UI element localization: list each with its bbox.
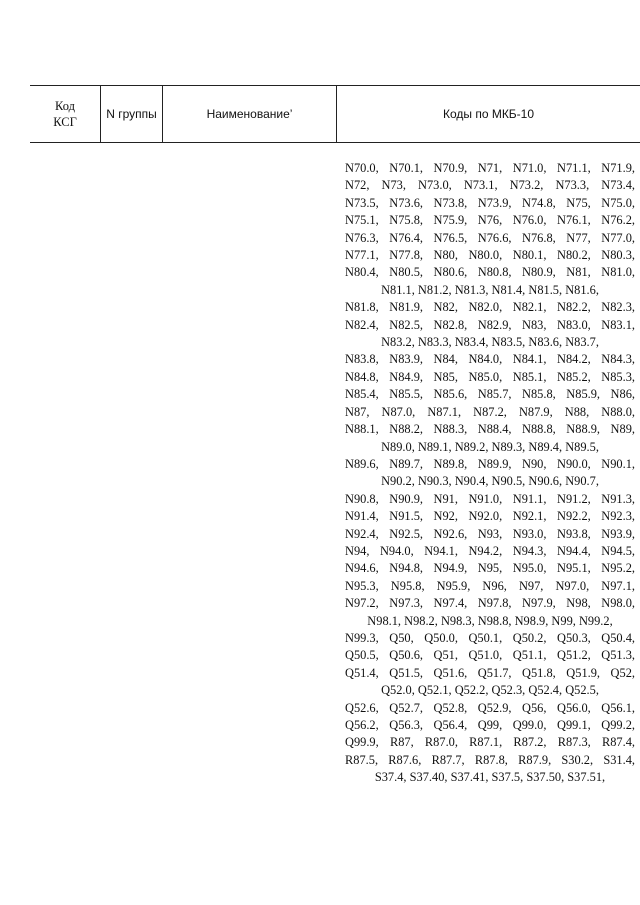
icd10-codes-line: Q56.2, Q56.3, Q56.4, Q99, Q99.0, Q99.1, Q99.2, (345, 718, 635, 732)
icd10-codes-line: R87.5, R87.6, R87.7, R87.8, R87.9, S30.2, S31.4, (345, 752, 635, 767)
header-cell-group-number: N группы (101, 86, 163, 142)
table-header (30, 85, 640, 143)
icd10-codes-line: N91.4, N91.5, N92, N92.0, N92.1, N92.2, N92.3, (345, 509, 635, 524)
icd10-codes-line: N92.4, N92.5, N92.6, N93, N93.0, N93.8, N93.9, (345, 526, 635, 541)
icd10-codes-line: S37.4, S37.40, S37.41, S37.5, S37.50, S37.51, (374, 770, 606, 785)
icd10-codes-line: N85.4, N85.5, N85.6, N85.7, N85.8, N85.9, N86, (345, 387, 635, 402)
icd10-codes-line: N88.1, N88.2, N88.3, N88.4, N88.8, N88.9, N89, (345, 422, 635, 437)
icd10-codes-line: N90.2, N90.3, N90.4, N90.5, N90.6, N90.7, (381, 474, 599, 489)
icd10-codes-line: N90.8, N90.9, N91, N91.0, N91.1, N91.2, N91.3, (345, 491, 635, 506)
icd10-codes-list (345, 160, 635, 787)
icd10-codes-line: N83.8, N83.9, N84, N84.0, N84.1, N84.2, N84.3, (345, 352, 635, 367)
icd10-codes-line: Q52.6, Q52.7, Q52.8, Q52.9, Q56, Q56.0, Q56.1, (345, 700, 635, 715)
icd10-codes-line: N83.2, N83.3, N83.4, N83.5, N83.6, N83.7, (381, 335, 599, 350)
header-cell-icd10-codes: Коды по МКБ-10 (442, 107, 535, 121)
header-ksg-code-line2: КСГ (53, 115, 77, 129)
icd10-codes-line: Q51.4, Q51.5, Q51.6, Q51.7, Q51.8, Q51.9, Q52, (345, 665, 635, 680)
icd10-codes-line: N81.1, N81.2, N81.3, N81.4, N81.5, N81.6, (381, 282, 599, 297)
header-cell-ksg-code (30, 86, 101, 142)
icd10-codes-line: N72, N73, N73.0, N73.1, N73.2, N73.3, N73.4, (345, 178, 635, 193)
icd10-codes-line: N95.3, N95.8, N95.9, N96, N97, N97.0, N97.1, (345, 578, 635, 593)
icd10-codes-line: N80.4, N80.5, N80.6, N80.8, N80.9, N81, N81.0, (345, 265, 635, 280)
header-cell-name: Наименование’ (163, 86, 337, 142)
icd10-codes-line: N98.1, N98.2, N98.3, N98.8, N98.9, N99, N99.2, (367, 613, 613, 628)
icd10-codes-line: N87, N87.0, N87.1, N87.2, N87.9, N88, N88.0, (345, 404, 635, 419)
icd10-codes-line: N77.1, N77.8, N80, N80.0, N80.1, N80.2, N80.3, (345, 248, 635, 263)
icd10-codes-line: N89.6, N89.7, N89.8, N89.9, N90, N90.0, N90.1, (345, 456, 635, 471)
icd10-codes-line: N82.4, N82.5, N82.8, N82.9, N83, N83.0, N83.1, (345, 317, 635, 332)
icd10-codes-line: N97.2, N97.3, N97.4, N97.8, N97.9, N98, N98.0, (345, 596, 635, 611)
icd10-codes-line: N73.5, N73.6, N73.8, N73.9, N74.8, N75, N75.0, (345, 195, 635, 210)
icd10-codes-line: N81.8, N81.9, N82, N82.0, N82.1, N82.2, N82.3, (345, 300, 635, 315)
icd10-codes-line: N76.3, N76.4, N76.5, N76.6, N76.8, N77, N77.0, (345, 230, 635, 245)
icd10-codes-line: N70.0, N70.1, N70.9, N71, N71.0, N71.1, N71.9, (345, 161, 635, 175)
icd10-codes-line: Q50.5, Q50.6, Q51, Q51.0, Q51.1, Q51.2, Q51.3, (345, 648, 635, 663)
icd10-codes-line: N94.6, N94.8, N94.9, N95, N95.0, N95.1, N95.2, (345, 561, 635, 576)
icd10-codes-line: N99.3, Q50, Q50.0, Q50.1, Q50.2, Q50.3, Q50.4, (345, 630, 635, 645)
icd10-codes-line: N89.0, N89.1, N89.2, N89.3, N89.4, N89.5, (381, 439, 599, 454)
icd10-codes-line: Q99.9, R87, R87.0, R87.1, R87.2, R87.3, R87.4, (345, 735, 635, 750)
icd10-codes-line: N84.8, N84.9, N85, N85.0, N85.1, N85.2, N85.3, (345, 369, 635, 384)
icd10-codes-line: N94, N94.0, N94.1, N94.2, N94.3, N94.4, N94.5, (345, 543, 635, 558)
header-ksg-code-line1: Код (55, 99, 75, 113)
icd10-codes-line: N75.1, N75.8, N75.9, N76, N76.0, N76.1, N76.2, (345, 213, 635, 228)
icd10-codes-line: Q52.0, Q52.1, Q52.2, Q52.3, Q52.4, Q52.5, (381, 683, 599, 698)
